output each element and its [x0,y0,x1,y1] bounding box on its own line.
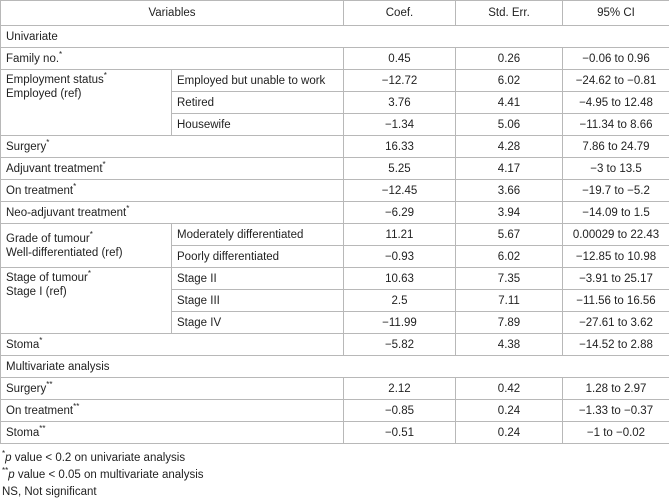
coef-cell: −0.93 [344,246,456,268]
se-cell: 3.66 [456,180,563,202]
se-cell: 7.35 [456,268,563,290]
sub-label: Retired [172,92,344,114]
coef-cell: 10.63 [344,268,456,290]
se-cell: 0.24 [456,400,563,422]
se-cell: 4.17 [456,158,563,180]
coef-cell: −12.45 [344,180,456,202]
se-cell: 6.02 [456,246,563,268]
header-ci: 95% CI [563,1,669,26]
coef-cell: 2.12 [344,378,456,400]
se-cell: 0.24 [456,422,563,444]
sub-label: Housewife [172,114,344,136]
row-label: Family no.* [1,48,344,70]
header-variables: Variables [1,1,344,26]
footnote-ns: NS, Not significant [2,484,669,501]
ci-cell: −3 to 13.5 [563,158,669,180]
row-label: Adjuvant treatment* [1,158,344,180]
se-cell: 4.38 [456,334,563,356]
se-cell: 6.02 [456,70,563,92]
ci-cell: 1.28 to 2.97 [563,378,669,400]
coef-cell: −12.72 [344,70,456,92]
coef-cell: −1.34 [344,114,456,136]
sub-label: Stage II [172,268,344,290]
section-row-univariate [1,26,669,48]
table-row-mv-on-treatment [1,400,669,422]
row-label: Surgery** [1,378,344,400]
coef-cell: −11.99 [344,312,456,334]
row-label: Stoma** [1,422,344,444]
se-cell: 0.42 [456,378,563,400]
se-cell: 7.89 [456,312,563,334]
ci-cell: −14.52 to 2.88 [563,334,669,356]
coef-cell: 5.25 [344,158,456,180]
table-row-mv-stoma [1,422,669,444]
table-row-neo-adjuvant [1,202,669,224]
footnote-multivariate: **p value < 0.05 on multivariate analysis [2,467,669,484]
header-std-err: Std. Err. [456,1,563,26]
table-row-stoma [1,334,669,356]
se-cell: 3.94 [456,202,563,224]
section-label-univariate: Univariate [1,26,669,48]
ci-cell: −1.33 to −0.37 [563,400,669,422]
ci-cell: −11.34 to 8.66 [563,114,669,136]
ci-cell: −4.95 to 12.48 [563,92,669,114]
header-row [1,1,669,26]
footnote-univariate: *p value < 0.2 on univariate analysis [2,450,669,467]
ci-cell: −1 to −0.02 [563,422,669,444]
table-row-employment-1 [1,70,669,92]
row-label: Stoma* [1,334,344,356]
section-row-multivariate [1,356,669,378]
ci-cell: 0.00029 to 22.43 [563,224,669,246]
table-footnotes [0,444,669,501]
coef-cell: 16.33 [344,136,456,158]
ci-cell: −12.85 to 10.98 [563,246,669,268]
table-row-family [1,48,669,70]
se-cell: 4.28 [456,136,563,158]
coef-cell: −5.82 [344,334,456,356]
ci-cell: 7.86 to 24.79 [563,136,669,158]
ci-cell: −11.56 to 16.56 [563,290,669,312]
sub-label: Stage III [172,290,344,312]
ci-cell: −14.09 to 1.5 [563,202,669,224]
coef-cell: 0.45 [344,48,456,70]
ci-cell: −3.91 to 25.17 [563,268,669,290]
row-label: Neo-adjuvant treatment* [1,202,344,224]
coef-cell: −6.29 [344,202,456,224]
row-label: On treatment** [1,400,344,422]
coef-cell: 11.21 [344,224,456,246]
coef-cell: −0.51 [344,422,456,444]
header-coef: Coef. [344,1,456,26]
sub-label: Stage IV [172,312,344,334]
row-group-label-grade: Grade of tumour* Well-differentiated (ref) [1,224,172,268]
table-row-on-treatment [1,180,669,202]
row-label: Surgery* [1,136,344,158]
table-row-stage-1 [1,268,669,290]
se-cell: 7.11 [456,290,563,312]
row-group-label-employment: Employment status* Employed (ref) [1,70,172,136]
table-row-adjuvant [1,158,669,180]
ci-cell: −24.62 to −0.81 [563,70,669,92]
ci-cell: −0.06 to 0.96 [563,48,669,70]
table-row-mv-surgery [1,378,669,400]
se-cell: 4.41 [456,92,563,114]
coef-cell: 3.76 [344,92,456,114]
table-row-grade-1 [1,224,669,246]
ci-cell: −27.61 to 3.62 [563,312,669,334]
section-label-multivariate: Multivariate analysis [1,356,669,378]
row-group-label-stage: Stage of tumour* Stage I (ref) [1,268,172,334]
se-cell: 0.26 [456,48,563,70]
table-row-surgery [1,136,669,158]
ci-cell: −19.7 to −5.2 [563,180,669,202]
se-cell: 5.06 [456,114,563,136]
sub-label: Poorly differentiated [172,246,344,268]
coef-cell: −0.85 [344,400,456,422]
sub-label: Employed but unable to work [172,70,344,92]
se-cell: 5.67 [456,224,563,246]
coef-cell: 2.5 [344,290,456,312]
row-label: On treatment* [1,180,344,202]
sub-label: Moderately differentiated [172,224,344,246]
